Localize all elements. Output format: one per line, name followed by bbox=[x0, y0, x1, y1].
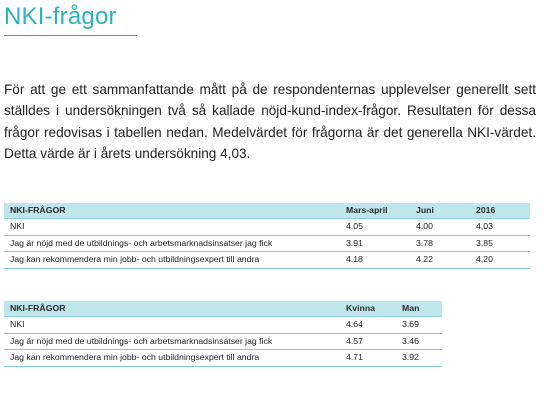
column-header-question: NKI-FRÅGOR bbox=[4, 301, 340, 317]
column-header-question: NKI-FRÅGOR bbox=[4, 203, 340, 219]
cell-value: 4.57 bbox=[340, 333, 396, 350]
cell-value: 4,03 bbox=[470, 219, 530, 236]
cell-value: 4,20 bbox=[470, 252, 530, 269]
table-header-row bbox=[4, 301, 442, 317]
cell-value: 4.22 bbox=[410, 252, 470, 269]
row-label: Jag kan rekommendera min jobb- och utbildningsexpert till andra bbox=[4, 350, 340, 367]
cell-value: 4.05 bbox=[340, 219, 410, 236]
page-title: NKI-frågor bbox=[4, 3, 117, 30]
column-header-mars-april: Mars-april bbox=[340, 203, 410, 219]
title-underline bbox=[4, 35, 137, 36]
column-header-juni: Juni bbox=[410, 203, 470, 219]
row-label: NKI bbox=[4, 317, 340, 334]
row-label: Jag kan rekommendera min jobb- och utbildningsexpert till andra bbox=[4, 252, 340, 269]
row-label: NKI bbox=[4, 219, 340, 236]
cell-value: 3.92 bbox=[396, 350, 442, 367]
table-header-row bbox=[4, 203, 530, 219]
cell-value: 4.71 bbox=[340, 350, 396, 367]
nki-table-gender bbox=[4, 301, 442, 367]
cell-value: 3.91 bbox=[340, 235, 410, 252]
cell-value: 3.78 bbox=[410, 235, 470, 252]
table-row bbox=[4, 333, 442, 350]
table-row bbox=[4, 317, 442, 334]
cell-value: 3.69 bbox=[396, 317, 442, 334]
column-header-2016: 2016 bbox=[470, 203, 530, 219]
cell-value: 4.18 bbox=[340, 252, 410, 269]
table-row bbox=[4, 219, 530, 236]
nki-table-period bbox=[4, 203, 530, 269]
column-header-man: Man bbox=[396, 301, 442, 317]
table-row bbox=[4, 235, 530, 252]
row-label: Jag är nöjd med de utbildnings- och arbetsmarknadsinsatser jag fick bbox=[4, 333, 340, 350]
cell-value: 4.64 bbox=[340, 317, 396, 334]
cell-value: 3,85 bbox=[470, 235, 530, 252]
column-header-kvinna: Kvinna bbox=[340, 301, 396, 317]
table-row bbox=[4, 252, 530, 269]
table-row bbox=[4, 350, 442, 367]
cell-value: 4.00 bbox=[410, 219, 470, 236]
intro-paragraph: För att ge ett sammanfattande mått på de respondenternas upplevelser generellt sett ställdes i undersökningen två så kallade nöjd-kund-index-frågor. Resultaten för dessa frågor redovisas i tabellen nedan. Medelvärdet för frågorna är det generella NKI-värdet. Detta värde är i årets undersökning 4,03. bbox=[4, 81, 536, 162]
row-label: Jag är nöjd med de utbildnings- och arbetsmarknadsinsatser jag fick bbox=[4, 235, 340, 252]
cell-value: 3.46 bbox=[396, 333, 442, 350]
